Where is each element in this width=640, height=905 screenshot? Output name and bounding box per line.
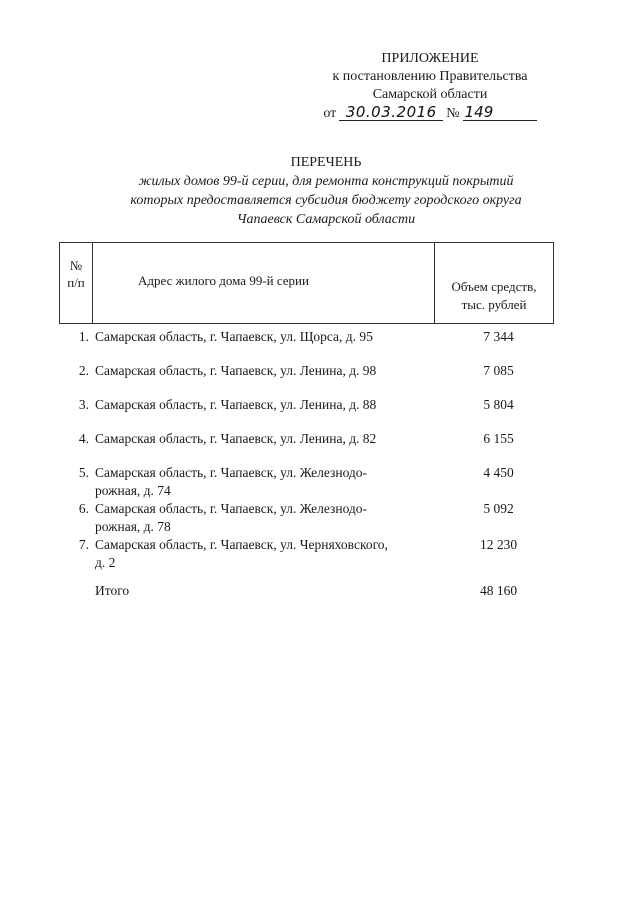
table-row bbox=[59, 328, 554, 346]
row-address-line-1: Самарская область, г. Чапаевск, ул. Железнодо- bbox=[95, 501, 368, 516]
heading-line-3: Чапаевск Самарской области bbox=[236, 212, 416, 227]
appendix-line-1: к постановлению Правительства bbox=[332, 69, 528, 84]
document-heading bbox=[100, 153, 552, 229]
row-number: 6. bbox=[78, 501, 89, 516]
table-row bbox=[59, 536, 554, 572]
row-number: 2. bbox=[78, 363, 89, 378]
appendix-title: ПРИЛОЖЕНИЕ bbox=[381, 51, 479, 66]
header-amount-line-1: Объем средств, bbox=[451, 279, 537, 294]
table-header bbox=[59, 242, 554, 324]
row-address bbox=[93, 536, 443, 572]
row-address bbox=[93, 362, 443, 380]
heading-title: ПЕРЕЧЕНЬ bbox=[290, 155, 362, 170]
row-number: 7. bbox=[78, 537, 89, 552]
table-row bbox=[59, 500, 554, 536]
row-address-line-2: рожная, д. 74 bbox=[95, 483, 171, 498]
table-row bbox=[59, 464, 554, 500]
row-amount: 5 092 bbox=[483, 501, 514, 516]
header-number-cell bbox=[60, 243, 93, 323]
heading-line-2: которых предоставляется субсидия бюджету городского округа bbox=[130, 193, 522, 208]
table-row bbox=[59, 430, 554, 448]
row-amount: 12 230 bbox=[479, 537, 518, 552]
header-number-sign: № bbox=[69, 258, 83, 273]
row-number: 4. bbox=[78, 431, 89, 446]
row-address-line-2: д. 2 bbox=[95, 555, 116, 570]
row-address bbox=[93, 396, 443, 414]
row-address-line-1: Самарская область, г. Чапаевск, ул. Щорса, д. 95 bbox=[95, 329, 373, 344]
handwritten-number: 149 bbox=[463, 104, 537, 121]
row-number: 3. bbox=[78, 397, 89, 412]
appendix-line-2: Самарской области bbox=[372, 87, 488, 102]
row-address-line-1: Самарская область, г. Чапаевск, ул. Железнодо- bbox=[95, 465, 368, 480]
row-address bbox=[93, 430, 443, 448]
row-number: 1. bbox=[78, 329, 89, 344]
row-address bbox=[93, 500, 443, 536]
row-address bbox=[93, 464, 443, 500]
row-amount: 7 344 bbox=[483, 329, 514, 344]
row-address-line-1: Самарская область, г. Чапаевск, ул. Ленина, д. 98 bbox=[95, 363, 377, 378]
row-number: 5. bbox=[78, 465, 89, 480]
number-label: № bbox=[446, 106, 460, 121]
table-row bbox=[59, 396, 554, 414]
header-amount-cell bbox=[435, 243, 553, 323]
handwritten-date: 30.03.2016 bbox=[339, 104, 443, 121]
row-amount: 5 804 bbox=[483, 397, 514, 412]
row-amount: 6 155 bbox=[483, 431, 514, 446]
header-amount-line-2: тыс. рублей bbox=[461, 297, 527, 312]
header-address-cell: Адрес жилого дома 99-й серии bbox=[93, 243, 435, 323]
table-total-row bbox=[59, 582, 554, 600]
row-address-line-1: Самарская область, г. Чапаевск, ул. Ленина, д. 88 bbox=[95, 397, 377, 412]
row-amount: 7 085 bbox=[483, 363, 514, 378]
row-amount: 4 450 bbox=[483, 465, 514, 480]
appendix-date-number-line bbox=[300, 104, 560, 123]
appendix-block bbox=[300, 50, 560, 123]
total-label: Итого bbox=[95, 583, 130, 598]
row-address-line-1: Самарская область, г. Чапаевск, ул. Ленина, д. 82 bbox=[95, 431, 377, 446]
total-value: 48 160 bbox=[479, 583, 518, 598]
heading-line-1: жилых домов 99-й серии, для ремонта конструкций покрытий bbox=[138, 174, 514, 189]
row-address bbox=[93, 328, 443, 346]
header-number-pp: п/п bbox=[67, 275, 85, 290]
row-address-line-2: рожная, д. 78 bbox=[95, 519, 171, 534]
table-row bbox=[59, 362, 554, 380]
row-address-line-1: Самарская область, г. Чапаевск, ул. Черняховского, bbox=[95, 537, 388, 552]
from-label: от bbox=[323, 106, 337, 121]
